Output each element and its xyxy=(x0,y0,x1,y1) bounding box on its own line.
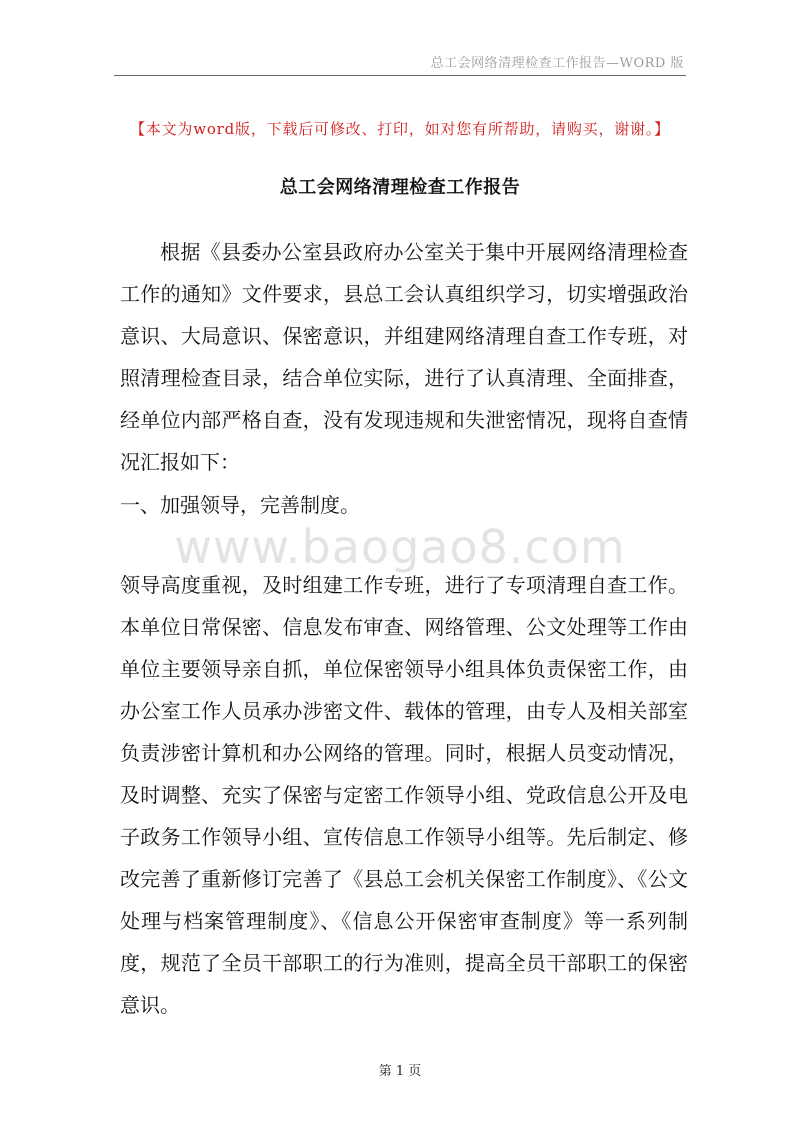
intro-paragraph: 根据《县委办公室县政府办公室关于集中开展网络清理检查工作的通知》文件要求，县总工会认真组织学习，切实增强政治意识、大局意识、保密意识，并组建网络清理自查工作专班，对照清理检查目录，结合单位实际，进行了认真清理、全面排查，经单位内部严格自查，没有发现违规和失泄密情况，现将自查情况汇报如下： xyxy=(120,240,688,474)
section-1-paragraph: 领导高度重视，及时组建工作专班，进行了专项清理自查工作。本单位日常保密、信息发布审查、网络管理、公文处理等工作由单位主要领导亲自抓，单位保密领导小组具体负责保密工作，由办公室工作人员承办涉密文件、载体的管理，由专人及相关部室负责涉密计算机和办公网络的管理。同时，根据人员变动情况，及时调整、充实了保密与定密工作领导小组、党政信息公开及电子政务工作领导小组、宣传信息工作领导小组等。先后制定、修改完善了重新修订完善了《县总工会机关保密工作制度》、《公文处理与档案管理制度》、《信息公开保密审查制度》等一系列制度，规范了全员干部职工的行为准则，提高全员干部职工的保密意识。 xyxy=(120,573,688,1017)
document-title: 总工会网络清理检查工作报告 xyxy=(279,177,521,198)
purchase-notice: 【本文为word版，下载后可修改、打印，如对您有所帮助，请购买，谢谢。】 xyxy=(130,120,670,138)
page-number: 第 1 页 xyxy=(378,1064,422,1079)
header-divider xyxy=(114,75,686,76)
watermark-text: www.baogao8.com xyxy=(174,520,626,574)
running-header: 总工会网络清理检查工作报告—WORD 版 xyxy=(430,56,684,71)
section-heading-1: 一、加强领导，完善制度。 xyxy=(120,493,360,517)
